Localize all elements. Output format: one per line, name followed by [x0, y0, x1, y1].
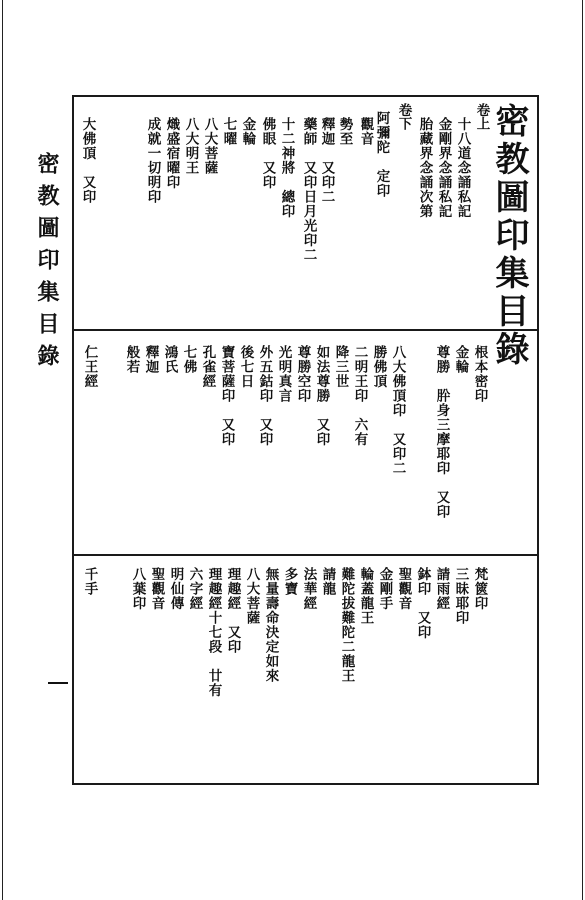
- list-item: 降三世: [332, 345, 349, 389]
- list-item: 如法尊勝 又印: [313, 345, 330, 447]
- list-item: 十八道念誦私記: [454, 117, 471, 219]
- page-right-edge: [582, 0, 583, 900]
- list-item: 後七日: [237, 345, 254, 389]
- list-item: 仁王經: [81, 345, 98, 389]
- list-item: 藥師 又印日月光印二: [300, 117, 317, 262]
- list-item: 難陀拔難陀二龍王: [338, 567, 355, 683]
- list-item: 八大菩薩: [201, 117, 218, 175]
- list-item: 勝佛頂: [370, 345, 387, 389]
- list-item: 鉢印 又印: [414, 567, 431, 640]
- list-item: 孔雀經: [199, 345, 216, 389]
- list-item: 八大菩薩: [243, 567, 260, 625]
- list-item: 般若: [123, 345, 140, 374]
- list-item: 七佛: [180, 345, 197, 374]
- vol2-label: 卷下: [395, 103, 412, 130]
- list-item: 八葉印: [129, 567, 146, 611]
- list-item: 釋迦: [142, 345, 159, 374]
- list-item: 梵篋印: [471, 567, 488, 611]
- list-item: 外五鈷印 又印: [256, 345, 273, 447]
- list-item: 熾盛宿曜印: [163, 117, 180, 190]
- list-item: 多寶: [281, 567, 298, 596]
- list-item: 請雨經: [433, 567, 450, 611]
- list-item: 理趣經 又印: [224, 567, 241, 654]
- list-item: 金剛界念誦私記: [435, 117, 452, 219]
- list-item: 無量壽命決定如來: [262, 567, 279, 683]
- list-item: 聖觀音: [148, 567, 165, 611]
- list-item: 理趣經十七段 廿有: [205, 567, 222, 698]
- list-item: 釋迦 又印二: [318, 117, 335, 204]
- list-item: 二明王印 六有: [351, 345, 368, 447]
- list-item: 請龍: [319, 567, 336, 596]
- list-item: 聖觀音: [395, 567, 412, 611]
- divider-lower: [74, 554, 537, 556]
- list-item: 觀音: [357, 117, 374, 146]
- list-item: 十二神將 總印: [278, 117, 295, 219]
- list-item: 八大明王: [182, 117, 199, 175]
- list-item: 七曜: [220, 117, 237, 146]
- list-item: 千手: [81, 567, 98, 596]
- list-item: 金輪: [452, 345, 469, 374]
- list-item: 大佛頂 又印: [79, 117, 96, 204]
- list-item: 金剛手: [376, 567, 393, 611]
- list-item: 光明真言: [275, 345, 292, 403]
- list-item: 成就一切明印: [144, 117, 161, 204]
- list-item: 尊勝空印: [294, 345, 311, 403]
- list-item: 寶菩薩印 又印: [218, 345, 235, 447]
- list-item: 根本密印: [471, 345, 488, 403]
- list-item: 胎藏界念誦次第: [416, 117, 433, 219]
- page-number-mark: [48, 682, 68, 684]
- catalog-frame: [72, 95, 539, 785]
- list-item: 鴻氏: [161, 345, 178, 374]
- vol1-label: 卷上: [473, 103, 490, 130]
- list-item: 六字經: [186, 567, 203, 611]
- list-item: 三昧耶印: [452, 567, 469, 625]
- list-item: 阿彌陀 定印: [373, 111, 390, 198]
- main-title: 密教圖印集目錄: [489, 103, 529, 369]
- list-item: 輪蓋龍王: [357, 567, 374, 625]
- page-left-edge: [2, 0, 3, 900]
- list-item: 金輪: [239, 117, 256, 146]
- list-item: 尊勝 肸身三摩耶印 又印: [433, 345, 450, 519]
- divider-upper: [74, 329, 537, 331]
- margin-title: 密教圖印集目錄: [34, 152, 60, 376]
- list-item: 明仙傳: [167, 567, 184, 611]
- list-item: 八大佛頂印 又印二: [389, 345, 406, 476]
- list-item: 法華經: [300, 567, 317, 611]
- list-item: 勢至: [336, 117, 353, 146]
- list-item: 佛眼 又印: [259, 117, 276, 190]
